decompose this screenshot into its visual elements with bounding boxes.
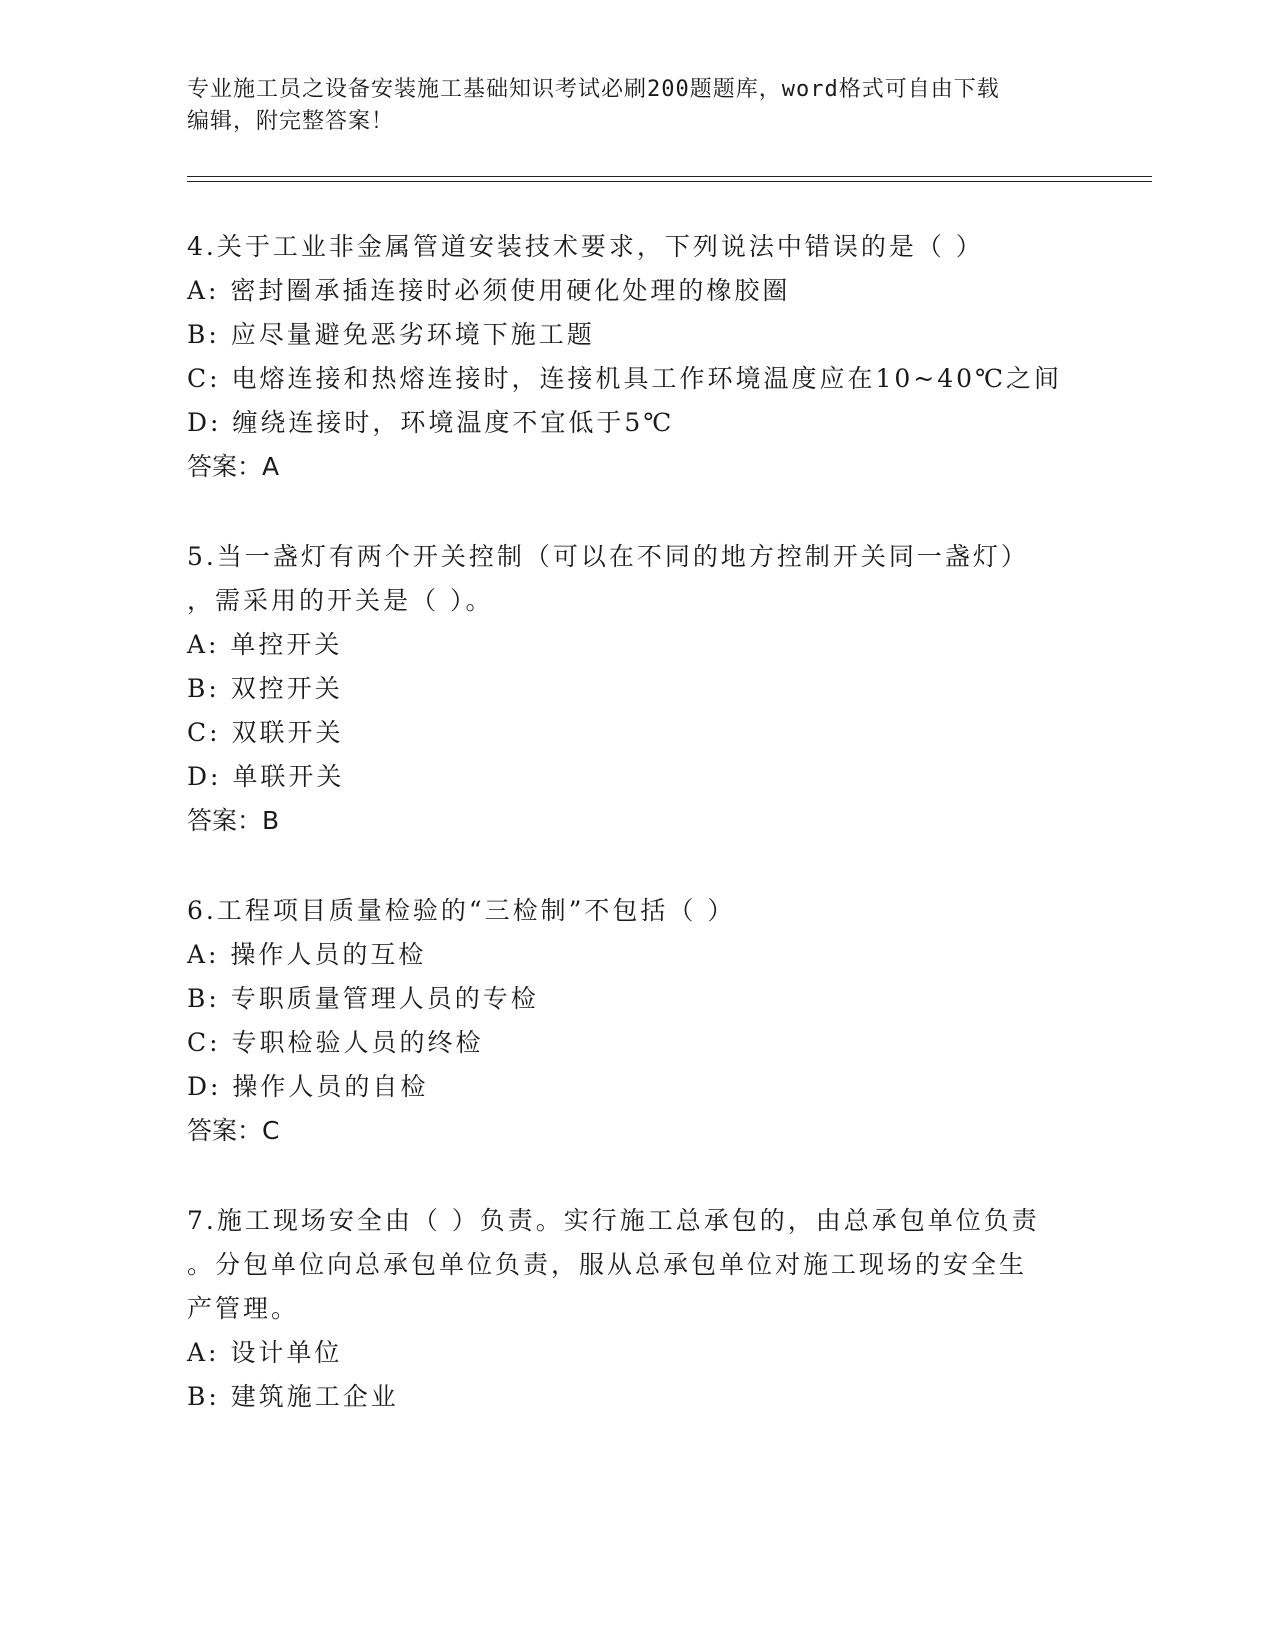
header-line-2: 编辑，附完整答案！ xyxy=(187,109,395,134)
option-c: C: 专职检验人员的终检 xyxy=(187,1028,484,1057)
option-b: B: 应尽量避免恶劣环境下施工题 xyxy=(187,320,595,349)
answer: 答案：A xyxy=(187,452,280,481)
option-b: B: 专职质量管理人员的专检 xyxy=(187,984,539,1013)
question-stem-continued: 。分包单位向总承包单位负责，服从总承包单位对施工现场的安全生 xyxy=(187,1250,1028,1279)
option-a: A: 密封圈承插连接时必须使用硬化处理的橡胶圈 xyxy=(187,276,791,305)
option-c: C: 电熔连接和热熔连接时，连接机具工作环境温度应在10~40℃之间 xyxy=(187,364,1063,393)
header-divider-bottom xyxy=(187,181,1152,182)
option-d: D: 操作人员的自检 xyxy=(187,1072,429,1101)
header-divider-top xyxy=(187,176,1152,177)
question-stem: 5.当一盏灯有两个开关控制（可以在不同的地方控制开关同一盏灯） xyxy=(187,542,1029,571)
question-stem: 7.施工现场安全由（ ）负责。实行施工总承包的，由总承包单位负责 xyxy=(187,1206,1040,1235)
header-line-1: 专业施工员之设备安装施工基础知识考试必刷200题题库，word格式可自由下载 xyxy=(187,77,1000,102)
option-d: D: 单联开关 xyxy=(187,762,345,791)
question-stem: 6.工程项目质量检验的“三检制”不包括（ ） xyxy=(187,896,736,925)
option-a: A: 设计单位 xyxy=(187,1338,343,1367)
document-header xyxy=(187,74,1087,138)
option-a: A: 单控开关 xyxy=(187,630,343,659)
option-a: A: 操作人员的互检 xyxy=(187,940,427,969)
answer: 答案：C xyxy=(187,1116,280,1145)
question-stem: 4.关于工业非金属管道安装技术要求，下列说法中错误的是（ ） xyxy=(187,232,984,261)
option-b: B: 建筑施工企业 xyxy=(187,1382,399,1411)
question-stem-continued: ，需采用的开关是（ ）。 xyxy=(187,586,494,615)
option-d: D: 缠绕连接时，环境温度不宜低于5℃ xyxy=(187,408,675,437)
answer: 答案：B xyxy=(187,806,280,835)
question-stem-continued: 产管理。 xyxy=(187,1294,300,1323)
option-c: C: 双联开关 xyxy=(187,718,344,747)
option-b: B: 双控开关 xyxy=(187,674,343,703)
